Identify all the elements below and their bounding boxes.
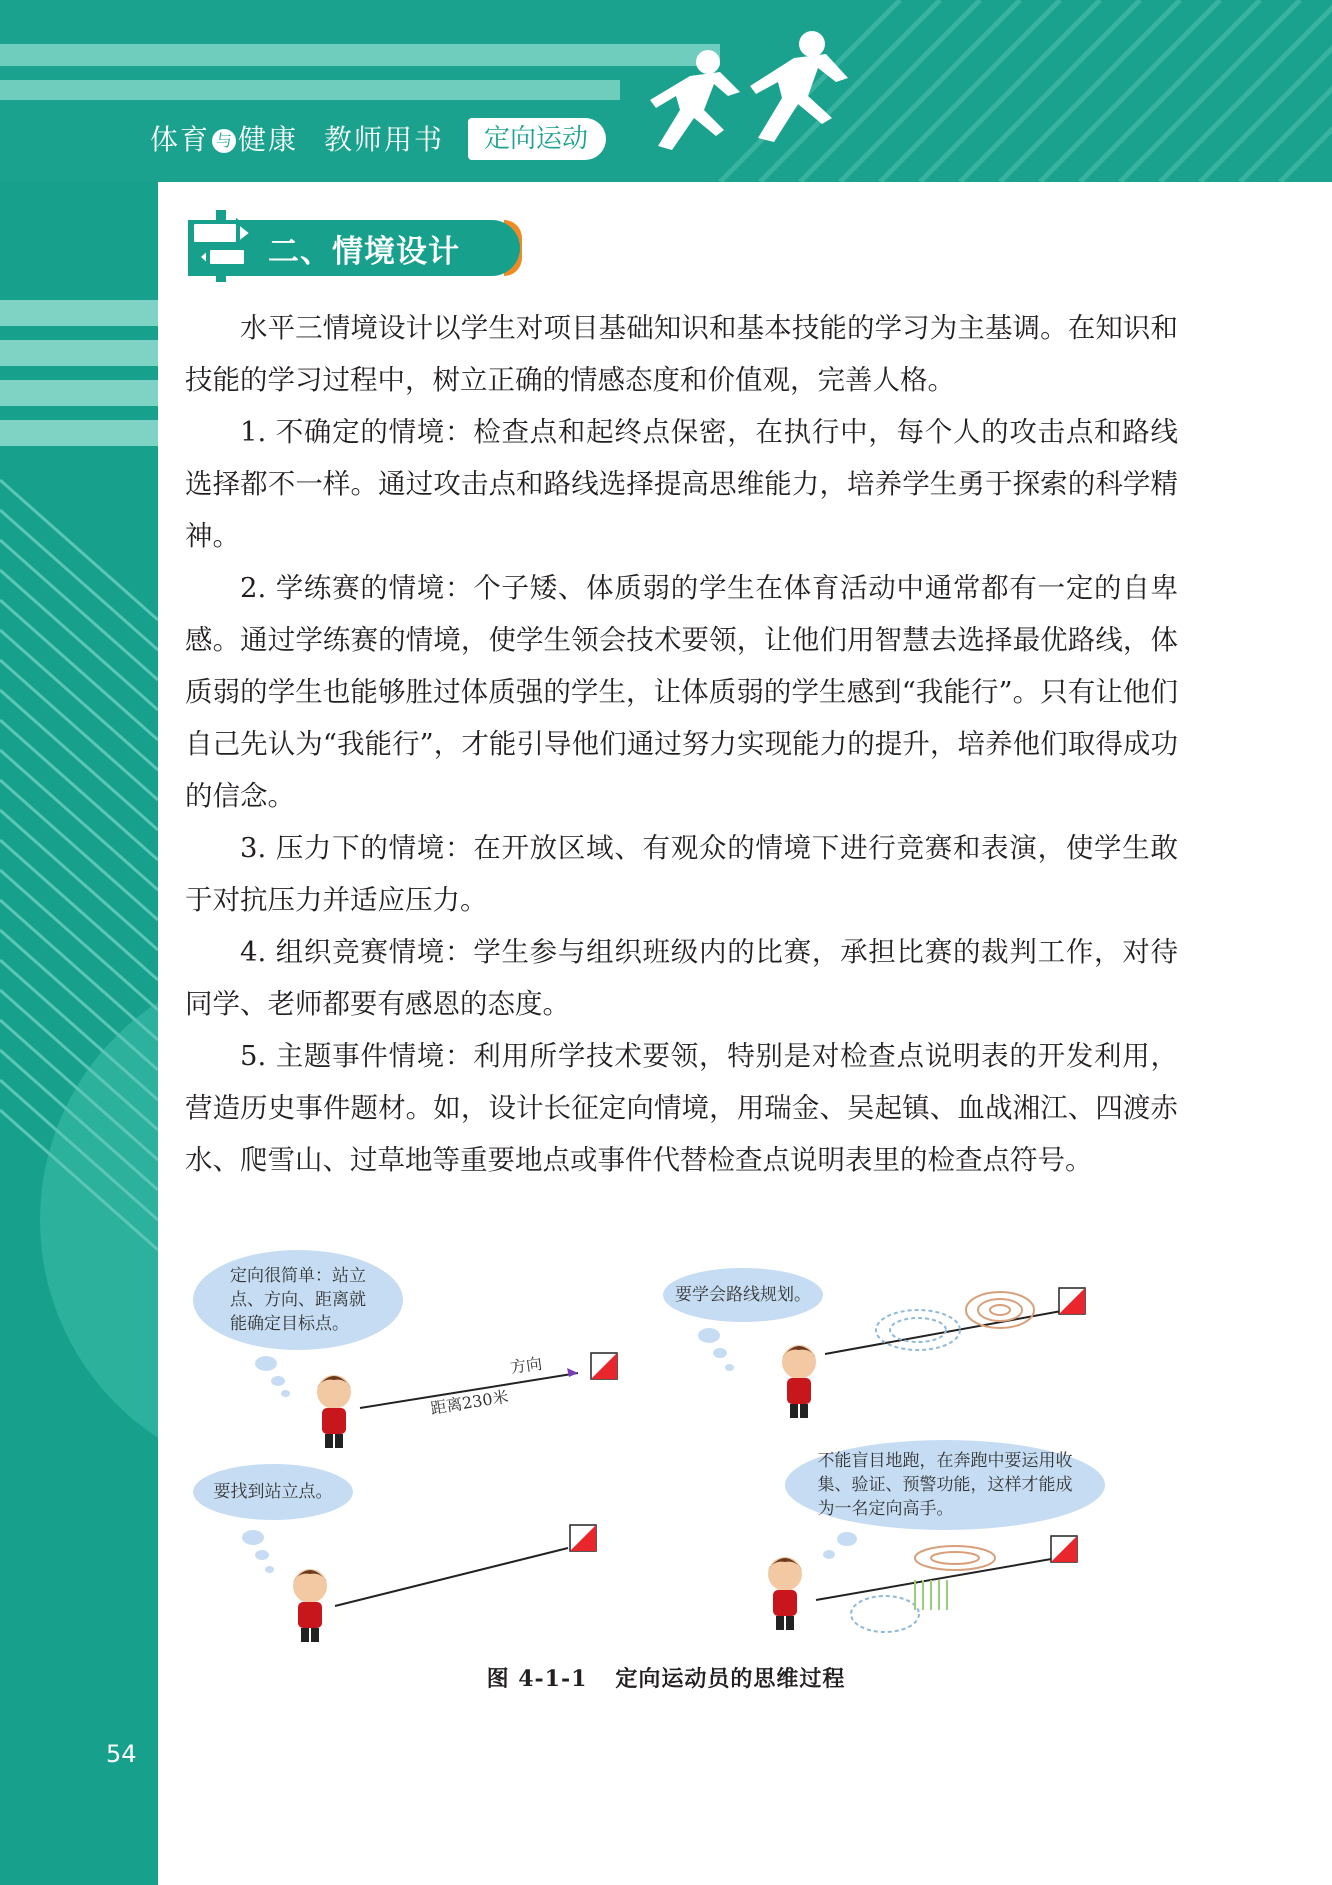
- signpost-icon: [192, 210, 258, 284]
- book-type: 教师用书: [324, 123, 445, 156]
- bubble4-line2: 集、验证、预警功能，这样才能成: [817, 1475, 1073, 1495]
- bubble1-line2: 点、方向、距离就: [230, 1290, 366, 1310]
- bubble1-line1: 定向很简单：站立: [230, 1266, 366, 1286]
- thought-puff: [713, 1348, 727, 1358]
- thought-puff: [265, 1566, 274, 1573]
- control-flag-icon: [570, 1525, 596, 1551]
- direction-label: 方向: [508, 1353, 544, 1378]
- bubble1-line3: 能确定目标点。: [230, 1314, 349, 1334]
- heading-orange-accent: [504, 220, 522, 276]
- control-flag-icon: [1059, 1288, 1085, 1314]
- thought-puff: [281, 1390, 290, 1397]
- thought-puff: [271, 1376, 285, 1386]
- subject-part1: 体育: [150, 123, 211, 156]
- control-flag-icon: [1051, 1536, 1077, 1562]
- thought-bubble-2: [663, 1268, 823, 1322]
- section-heading-text: 二、情境设计: [268, 234, 460, 270]
- body-text: [185, 302, 1178, 1186]
- figure-illustration: [185, 1250, 1178, 1690]
- list-item: 5. 主题事件情境：利用所学技术要领，特别是对检查点说明表的开发利用，营造历史事件题材。如，设计长征定向情境，用瑞金、吴起镇、血战湘江、四渡赤水、爬雪山、过草地等重要地点或事件代替检查点说明表里的检查点符号。: [185, 1040, 1178, 1176]
- bubble3-text: 要找到站立点。: [213, 1482, 333, 1502]
- list-item: 3. 压力下的情境：在开放区域、有观众的情境下进行竞赛和表演，使学生敢于对抗压力并适应压力。: [185, 832, 1178, 916]
- boy-icon: [782, 1345, 816, 1418]
- thought-puff: [242, 1530, 264, 1545]
- thought-puff: [255, 1550, 269, 1560]
- list-item: 4. 组织竞赛情境：学生参与组织班级内的比赛，承担比赛的裁判工作，对待同学、老师都要有感恩的态度。: [185, 936, 1178, 1020]
- boy-icon: [317, 1375, 351, 1448]
- bubble2-text: 要学会路线规划。: [675, 1285, 811, 1305]
- subject-joiner: 与: [212, 129, 236, 153]
- thought-puff: [725, 1364, 734, 1371]
- bubble4-line3: 为一名定向高手。: [817, 1499, 954, 1519]
- list-item: 2. 学练赛的情境：个子矮、体质弱的学生在体育活动中通常都有一定的自卑感。通过学练赛的情境，使学生领会技术要领，让他们用智慧去选择最优路线，体质弱的学生也能够胜过体质强的学生，让体质弱的学生感到“我能行”。只有让他们自己先认为“我能行”，才能引导他们通过努力实现能力的提升，培养他们取得成功的信念。: [185, 572, 1178, 812]
- boy-icon: [768, 1557, 802, 1630]
- figure-title: 定向运动员的思维过程: [615, 1666, 846, 1692]
- page-number: 54: [106, 1740, 137, 1768]
- figure-caption: [0, 1662, 1332, 1693]
- left-decorative-strip: [0, 0, 158, 1885]
- subject-part2: 健康: [238, 123, 299, 156]
- thought-puff: [823, 1550, 835, 1559]
- contour-map-icon: [851, 1546, 995, 1632]
- distance-label: 距离230米: [429, 1386, 510, 1419]
- book-series-title: [150, 118, 444, 158]
- thought-bubble-4: [785, 1440, 1105, 1530]
- chapter-tag: 定向运动: [468, 118, 606, 160]
- thought-puff: [837, 1532, 857, 1546]
- control-flag-icon: [591, 1353, 617, 1379]
- bubble4-line1: 不能盲目地跑，在奔跑中要运用收: [817, 1451, 1073, 1471]
- boy-icon: [293, 1569, 327, 1642]
- thought-puff: [698, 1328, 720, 1343]
- intro-paragraph: 水平三情境设计以学生对项目基础知识和基本技能的学习为主基调。在知识和技能的学习过程中，树立正确的情感态度和价值观，完善人格。: [185, 312, 1178, 396]
- list-item: 1. 不确定的情境：检查点和起终点保密，在执行中，每个人的攻击点和路线选择都不一样。通过攻击点和路线选择提高思维能力，培养学生勇于探索的科学精神。: [185, 416, 1178, 552]
- thought-puff: [255, 1356, 277, 1371]
- thought-bubble-3: [193, 1464, 353, 1520]
- figure-number: 图 4-1-1: [486, 1666, 588, 1692]
- thought-bubble-1: [193, 1250, 403, 1350]
